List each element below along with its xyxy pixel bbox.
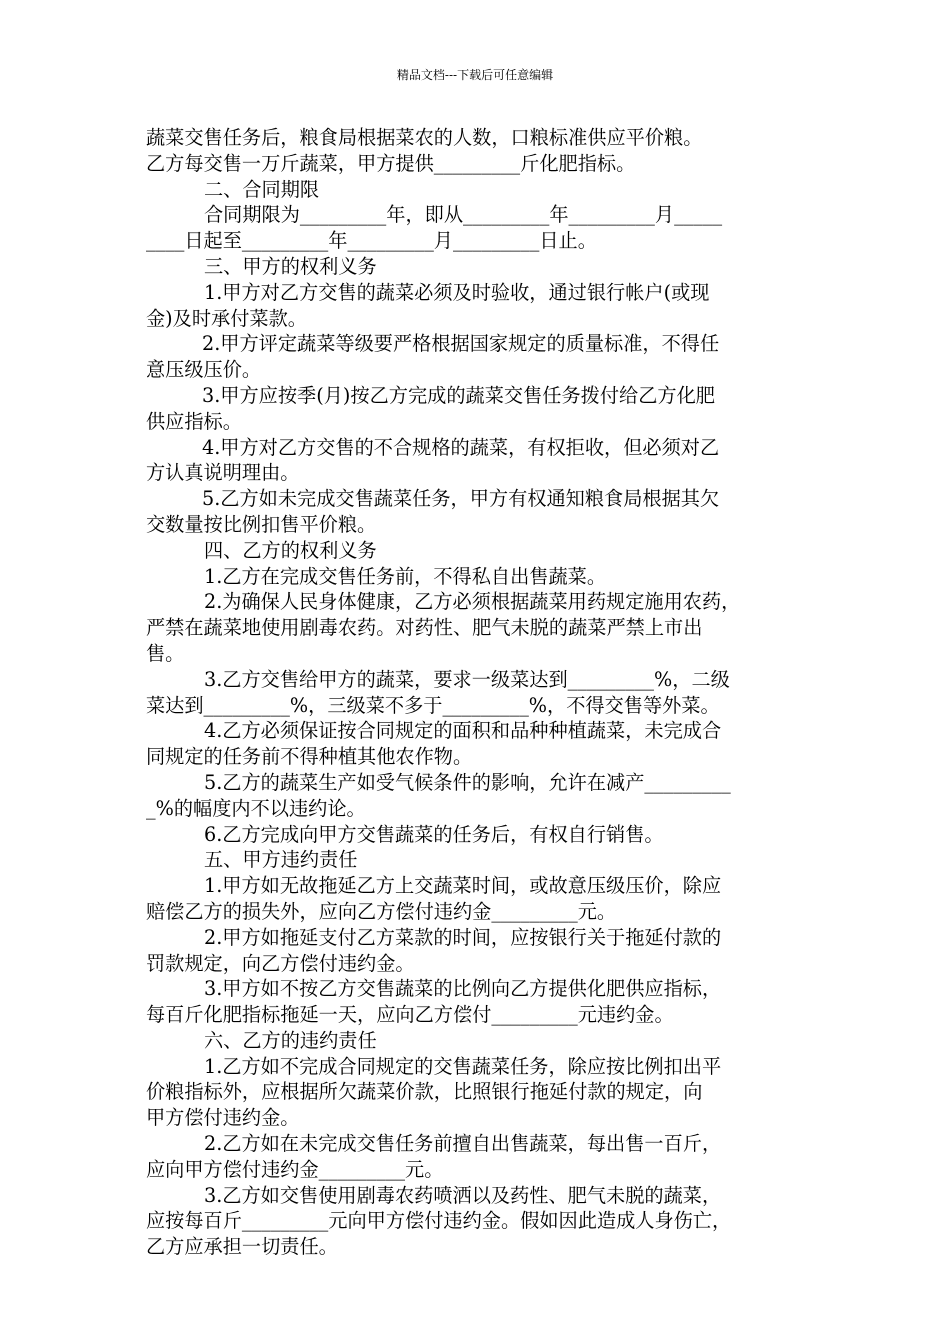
- text-line: 3.甲方如不按乙方交售蔬菜的比例向乙方提供化肥供应指标，: [204, 977, 722, 1001]
- text-line: 乙方每交售一万斤蔬菜，甲方提供_________斤化肥指标。: [146, 151, 636, 175]
- text-line: 3.乙方如交售使用剧毒农药喷洒以及药性、肥气未脱的蔬菜，: [204, 1183, 722, 1207]
- section-heading: 四、乙方的权利义务: [204, 538, 377, 562]
- text-line: 同规定的任务前不得种植其他农作物。: [146, 745, 473, 769]
- text-line: 3.甲方应按季(月)按乙方完成的蔬菜交售任务拨付给乙方化肥: [202, 383, 715, 407]
- text-line: 供应指标。: [146, 409, 242, 433]
- text-line: 每百斤化肥指标拖延一天，应向乙方偿付_________元违约金。: [146, 1003, 674, 1027]
- text-line: 2.为确保人民身体健康，乙方必须根据蔬菜用药规定施用农药，: [204, 590, 741, 614]
- text-line: 2.甲方评定蔬菜等级要严格根据国家规定的质量标准，不得任: [202, 332, 720, 356]
- text-line: 蔬菜交售任务后，粮食局根据菜农的人数，口粮标准供应平价粮。: [146, 126, 703, 149]
- text-line: 赔偿乙方的损失外，应向乙方偿付违约金_________元。: [146, 899, 617, 923]
- text-line: 应向甲方偿付违约金_________元。: [146, 1157, 444, 1181]
- text-line: 意压级压价。: [146, 358, 262, 382]
- text-line: 3.乙方交售给甲方的蔬菜，要求一级菜达到_________%，二级: [204, 667, 730, 691]
- text-line: 5.乙方的蔬菜生产如受气候条件的影响，允许在减产_________: [204, 770, 731, 794]
- text-line: 4.乙方必须保证按合同规定的面积和品种种植蔬菜，未完成合: [204, 719, 722, 743]
- text-line: 甲方偿付违约金。: [146, 1106, 300, 1130]
- text-line: ____日起至_________年_________月_________日止。: [146, 229, 597, 253]
- text-line: 售。: [146, 641, 185, 665]
- text-line: 6.乙方完成向甲方交售蔬菜的任务后，有权自行销售。: [204, 822, 664, 846]
- text-line: _%的幅度内不以违约论。: [146, 796, 366, 820]
- text-line: 2.甲方如拖延支付乙方菜款的时间，应按银行关于拖延付款的: [204, 925, 722, 949]
- text-line: 价粮指标外，应根据所欠蔬菜价款，比照银行拖延付款的规定，向: [146, 1080, 703, 1104]
- contract-body: [146, 125, 816, 1260]
- text-line: 5.乙方如未完成交售蔬菜任务，甲方有权通知粮食局根据其欠: [202, 487, 720, 511]
- section-heading: 六、乙方的违约责任: [204, 1028, 377, 1052]
- text-line: 乙方应承担一切责任。: [146, 1235, 338, 1259]
- text-line: 罚款规定，向乙方偿付违约金。: [146, 951, 415, 975]
- text-line: 方认真说明理由。: [146, 461, 300, 485]
- text-line: 交数量按比例扣售平价粮。: [146, 512, 377, 536]
- text-line: 2.乙方如在未完成交售任务前擅自出售蔬菜，每出售一百斤，: [204, 1132, 722, 1156]
- section-heading: 三、甲方的权利义务: [204, 254, 377, 278]
- text-line: 菜达到_________%，三级菜不多于_________%，不得交售等外菜。: [146, 693, 720, 717]
- section-heading: 五、甲方违约责任: [204, 848, 358, 872]
- text-line: 4.甲方对乙方交售的不合规格的蔬菜，有权拒收，但必须对乙: [202, 435, 720, 459]
- text-line: 金)及时承付菜款。: [146, 306, 307, 330]
- section-heading: 二、合同期限: [204, 177, 320, 201]
- text-line: 应按每百斤_________元向甲方偿付违约金。假如因此造成人身伤亡，: [146, 1209, 732, 1233]
- text-line: 严禁在蔬菜地使用剧毒农药。对药性、肥气未脱的蔬菜严禁上市出: [146, 616, 703, 640]
- text-line: 1.甲方如无故拖延乙方上交蔬菜时间，或故意压级压价，除应: [204, 874, 722, 898]
- text-line: 1.乙方如不完成合同规定的交售蔬菜任务，除应按比例扣出平: [204, 1054, 722, 1078]
- page-header: 精品文档---下载后可任意编辑: [396, 68, 554, 82]
- text-line: 1.乙方在完成交售任务前，不得私自出售蔬菜。: [204, 564, 607, 588]
- text-line: 1.甲方对乙方交售的蔬菜必须及时验收，通过银行帐户(或现: [204, 280, 710, 304]
- text-line: 合同期限为_________年，即从_________年_________月_____: [204, 203, 723, 227]
